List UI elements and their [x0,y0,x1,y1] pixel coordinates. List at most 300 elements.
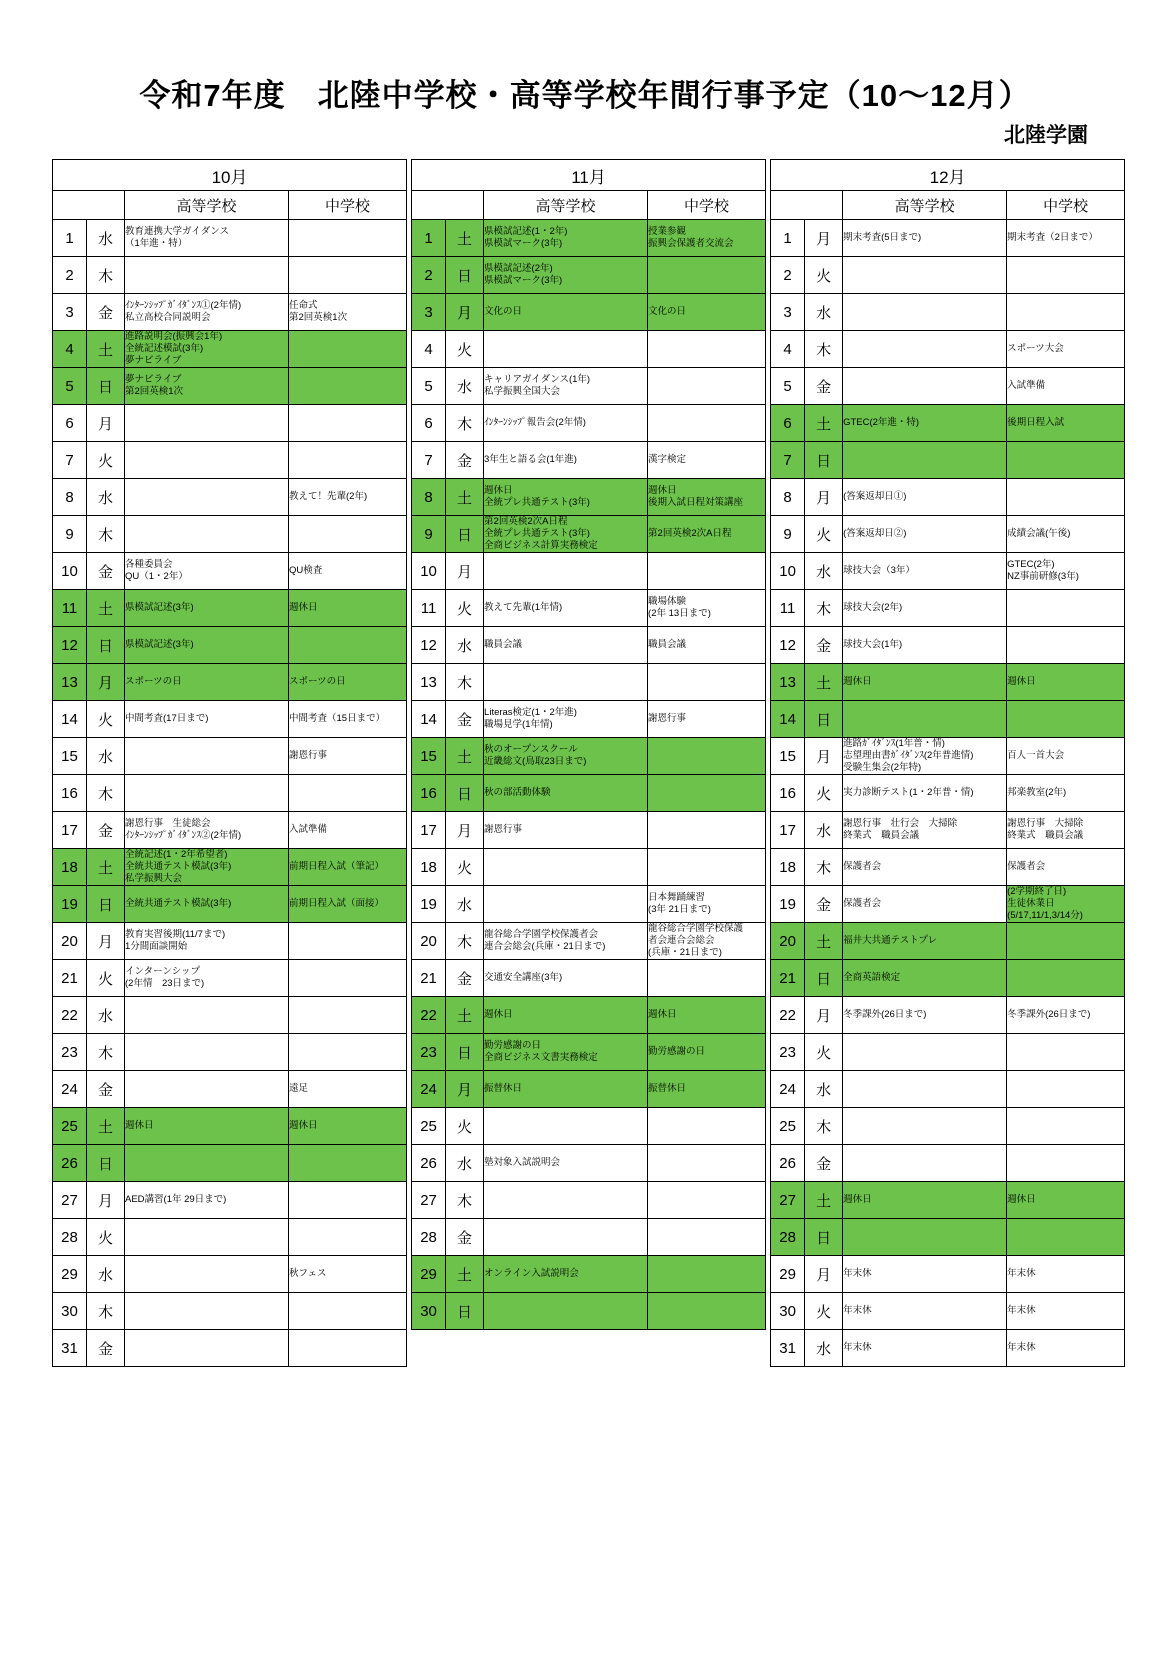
event-text: 謝恩行事 生徒総会 [125,818,211,830]
junior-high-events [1007,1145,1125,1182]
event-text: 全商英語検定 [843,972,901,984]
high-school-events [843,775,1007,812]
event-text: 週休日 [289,1120,318,1132]
day-of-week: 水 [805,812,843,849]
day-number: 15 [53,738,87,775]
event-text: 任命式 [289,300,318,312]
high-school-events [125,812,289,849]
day-number: 26 [412,1145,446,1182]
day-of-week: 火 [87,442,125,479]
event-text: 文化の日 [648,306,687,318]
event-text: 後期日程入試 [1007,417,1065,429]
day-number: 3 [53,294,87,331]
day-of-week: 火 [805,1034,843,1071]
high-school-events [843,479,1007,516]
event-text: 職員会議 [648,639,687,651]
table-row [53,886,1125,923]
event-text: 謝恩行事 [648,713,687,725]
junior-high-events [1007,257,1125,294]
event-text: 謝恩行事 [484,824,523,836]
event-text: 週休日 [648,485,677,497]
high-school-events [484,257,648,294]
junior-high-events [289,553,407,590]
event-text: スポーツ大会 [1007,343,1064,355]
junior-high-events [1007,886,1125,923]
junior-high-events [648,442,766,479]
table-row [53,849,1125,886]
day-of-week: 日 [446,775,484,812]
event-text: 邦楽教室(2年) [1007,787,1067,799]
month-header-row [53,160,1125,191]
day-of-week: 金 [446,1219,484,1256]
event-text: 職場見学(1年情) [484,719,553,730]
junior-high-events [289,775,407,812]
junior-high-events [648,368,766,405]
junior-high-events [289,1219,407,1256]
day-of-week: 月 [805,738,843,775]
event-text: 週休日 [484,1009,513,1021]
junior-high-events [289,627,407,664]
junior-high-events [289,368,407,405]
junior-high-events [289,738,407,775]
high-school-events [843,1293,1007,1330]
junior-high-header: 中学校 [1007,191,1125,220]
day-number: 23 [771,1034,805,1071]
event-text: 交通安全講座(3年) [484,972,563,984]
junior-high-events [648,923,766,960]
day-of-week: 金 [87,812,125,849]
junior-high-events [648,849,766,886]
high-school-events [843,1145,1007,1182]
event-text: 者会連合会総会 [648,935,715,947]
junior-high-events [289,590,407,627]
event-text: 勤労感謝の日 [484,1040,542,1052]
high-school-events [843,1219,1007,1256]
day-number: 15 [412,738,446,775]
event-text: 連合会総会(兵庫・21日まで) [484,941,606,952]
day-number: 22 [53,997,87,1034]
high-school-events [843,553,1007,590]
high-school-events [125,1330,289,1367]
event-text: 私学振興全国大会 [484,386,561,397]
table-row [53,220,1125,257]
high-school-events [843,1034,1007,1071]
junior-high-events [648,1071,766,1108]
event-text: 年末休 [843,1305,872,1317]
junior-high-events [289,1182,407,1219]
high-school-events [125,1071,289,1108]
event-text: 前期日程入試（筆記） [289,861,385,873]
day-number: 14 [412,701,446,738]
high-school-events [843,1108,1007,1145]
high-school-events [125,886,289,923]
table-row [53,516,1125,553]
high-school-events [484,849,648,886]
day-of-week: 木 [87,1293,125,1330]
event-text: 第2回英検2次A日程 [484,516,568,528]
high-school-events [125,775,289,812]
event-text: 私学振興大会 [125,872,183,884]
day-number: 8 [53,479,87,516]
day-of-week: 月 [805,220,843,257]
day-number: 19 [771,886,805,923]
event-text: 県模試記述(2年) [484,263,553,275]
junior-high-events [1007,1256,1125,1293]
event-text: 中間考査(17日まで) [125,713,209,725]
day-number: 18 [412,849,446,886]
day-number: 20 [771,923,805,960]
event-text: 福井大共通テストプレ [843,935,938,947]
day-of-week: 月 [87,405,125,442]
day-number: 22 [412,997,446,1034]
date-column-header [53,191,125,220]
day-of-week: 日 [446,1293,484,1330]
day-of-week: 水 [805,294,843,331]
day-of-week: 土 [446,738,484,775]
event-text: 振替休日 [484,1083,523,1095]
high-school-events [843,257,1007,294]
junior-high-events [648,479,766,516]
day-number: 4 [412,331,446,368]
event-text: (2学期終了日) [1007,886,1067,898]
event-text: 県模試マーク(3年) [484,275,563,286]
junior-high-events [648,590,766,627]
junior-high-events [289,960,407,997]
event-text: 全統共通テスト模試(3年) [125,861,232,873]
event-text: 生徒休業日 [1007,898,1055,910]
high-school-events [125,1182,289,1219]
event-text: 成績会議(午後) [1007,528,1071,540]
table-row [53,701,1125,738]
event-text: 週休日 [289,602,318,614]
event-text: 教育実習後期(11/7まで) [125,929,226,941]
junior-high-events [289,1330,407,1367]
event-text: 秋のオープンスクール [484,744,578,756]
day-number: 28 [53,1219,87,1256]
day-of-week: 日 [87,1145,125,1182]
junior-high-events [1007,849,1125,886]
high-school-events [484,812,648,849]
day-of-week: 月 [446,553,484,590]
table-row [53,442,1125,479]
high-school-events [843,294,1007,331]
junior-high-events [1007,1182,1125,1219]
day-number: 3 [412,294,446,331]
day-of-week: 日 [87,368,125,405]
high-school-events [125,1293,289,1330]
high-school-events [484,997,648,1034]
junior-high-events [1007,738,1125,775]
day-number: 17 [53,812,87,849]
event-text: 職員会議 [484,639,523,651]
event-text: 週休日 [648,1009,677,1021]
high-school-events [843,516,1007,553]
event-text: 冬季課外(26日まで) [843,1009,927,1021]
day-number: 5 [412,368,446,405]
date-column-header [771,191,843,220]
day-number: 18 [53,849,87,886]
event-text: 週休日 [1007,1194,1036,1206]
event-text: 球技大会（3年） [843,565,915,577]
day-of-week: 火 [805,257,843,294]
table-row [53,1182,1125,1219]
table-row [53,405,1125,442]
day-of-week: 日 [805,1219,843,1256]
junior-high-events [289,1034,407,1071]
day-number: 10 [412,553,446,590]
event-text: 週休日 [843,1194,872,1206]
junior-high-events [289,1071,407,1108]
high-school-events [125,442,289,479]
junior-high-events [289,516,407,553]
day-number: 3 [771,294,805,331]
day-number: 25 [412,1108,446,1145]
event-text: 第2回英検1次 [289,312,348,323]
day-number: 19 [53,886,87,923]
high-school-events [484,923,648,960]
high-school-events [125,664,289,701]
event-text: Literas検定(1・2年進) [484,707,577,719]
junior-high-events [1007,775,1125,812]
table-row [53,664,1125,701]
day-of-week: 月 [87,923,125,960]
event-text: ｲﾝﾀｰﾝｼｯﾌﾟ報告会(2年情) [484,417,586,429]
table-row [53,331,1125,368]
day-of-week: 日 [805,701,843,738]
high-school-events [125,1108,289,1145]
day-of-week: 月 [446,812,484,849]
junior-high-events [648,1108,766,1145]
day-number: 24 [412,1071,446,1108]
day-number: 17 [412,812,446,849]
event-text: 前期日程入試（面接） [289,898,385,910]
table-row [53,257,1125,294]
table-row [53,553,1125,590]
table-row [53,1071,1125,1108]
day-number: 6 [412,405,446,442]
day-of-week: 土 [805,405,843,442]
event-text: 進路ｶﾞｲﾀﾞﾝｽ(1年普・情) [843,738,945,750]
junior-high-events [1007,1219,1125,1256]
junior-high-events [289,1145,407,1182]
junior-high-events [289,812,407,849]
table-row [53,997,1125,1034]
day-number: 21 [412,960,446,997]
junior-high-events [648,812,766,849]
day-of-week: 水 [87,220,125,257]
day-number: 25 [53,1108,87,1145]
junior-high-events [289,257,407,294]
day-number: 2 [53,257,87,294]
day-number: 14 [771,701,805,738]
event-text: ｲﾝﾀｰﾝｼｯﾌﾟｶﾞｲﾀﾞﾝｽ②(2年情) [125,830,242,841]
junior-high-events [648,331,766,368]
day-number: 13 [412,664,446,701]
event-text: 実力診断テスト(1・2年普・情) [843,787,974,799]
table-row [53,775,1125,812]
day-number: 26 [771,1145,805,1182]
high-school-events [484,331,648,368]
day-of-week: 火 [446,590,484,627]
event-text: 3年生と語る会(1年進) [484,454,577,466]
day-of-week: 土 [446,479,484,516]
junior-high-events [1007,664,1125,701]
high-school-events [843,701,1007,738]
day-of-week: 水 [446,886,484,923]
day-number: 29 [412,1256,446,1293]
event-text: GTEC(2年) [1007,559,1055,571]
event-text: 中間考査（15日まで） [289,713,386,725]
junior-high-events [289,294,407,331]
event-text: (2年 13日まで) [648,608,711,619]
day-of-week: 日 [805,442,843,479]
day-of-week: 木 [87,1034,125,1071]
day-of-week: 月 [805,479,843,516]
junior-high-events [648,1145,766,1182]
day-number: 12 [412,627,446,664]
high-school-events [484,886,648,923]
junior-high-events [289,405,407,442]
high-school-events [125,849,289,886]
junior-high-events [648,775,766,812]
table-row [53,590,1125,627]
table-row [53,1219,1125,1256]
junior-high-events [648,886,766,923]
day-number: 29 [53,1256,87,1293]
day-of-week: 水 [87,479,125,516]
high-school-events [125,368,289,405]
junior-high-events [648,627,766,664]
day-of-week: 月 [87,664,125,701]
event-text: 夢ナビライブ [125,354,182,366]
month-title-12: 12月 [771,160,1125,191]
event-text: （1年進・特） [125,238,188,249]
high-school-events [843,923,1007,960]
event-text: 後期入試日程対策講座 [648,497,744,508]
day-of-week: 月 [446,294,484,331]
junior-high-events [648,701,766,738]
day-of-week: 土 [87,849,125,886]
junior-high-events [648,294,766,331]
day-number: 2 [412,257,446,294]
event-text: (2年情 23日まで) [125,978,205,989]
high-school-header: 高等学校 [843,191,1007,220]
event-text: 振興会保護者交流会 [648,238,734,249]
high-school-events [125,516,289,553]
day-number: 13 [771,664,805,701]
junior-high-events [289,923,407,960]
high-school-events [843,1256,1007,1293]
junior-high-events [648,1182,766,1219]
day-of-week: 水 [87,997,125,1034]
event-text: (兵庫・21日まで) [648,946,722,958]
day-of-week: 金 [805,627,843,664]
event-text: 職場体験 [648,596,687,608]
high-school-events [125,405,289,442]
day-of-week: 金 [446,960,484,997]
high-school-events [484,1256,648,1293]
event-text: オンライン入試説明会 [484,1268,579,1280]
high-school-events [843,738,1007,775]
junior-high-events [648,738,766,775]
high-school-events [484,220,648,257]
event-text: 第2回英検2次A日程 [648,528,732,540]
junior-high-events [289,886,407,923]
event-text: 全統記述模試(3年) [125,343,204,355]
day-number: 27 [53,1182,87,1219]
event-text: 振替休日 [648,1083,687,1095]
day-number: 7 [771,442,805,479]
day-of-week: 土 [87,331,125,368]
day-number: 20 [412,923,446,960]
event-text: キャリアガイダンス(1年) [484,374,591,386]
event-text: 週休日 [1007,676,1036,688]
day-number: 28 [771,1219,805,1256]
day-number: 31 [53,1330,87,1367]
day-of-week: 水 [446,1145,484,1182]
junior-high-events [289,997,407,1034]
high-school-events [125,220,289,257]
table-row [53,479,1125,516]
event-text: 県模試記述(1・2年) [484,226,568,238]
event-text: 秋フェス [289,1268,327,1280]
day-number: 7 [53,442,87,479]
day-of-week: 日 [87,627,125,664]
day-number: 15 [771,738,805,775]
event-text: 百人一首大会 [1007,750,1065,762]
day-number: 24 [771,1071,805,1108]
day-of-week: 水 [446,368,484,405]
junior-high-events [289,479,407,516]
event-text: 年末休 [843,1342,872,1354]
high-school-events [125,1256,289,1293]
table-row [53,812,1125,849]
event-text: 終業式 職員会議 [843,830,920,841]
high-school-events [484,479,648,516]
junior-high-events [648,257,766,294]
day-of-week: 日 [446,516,484,553]
table-row [53,1256,1125,1293]
high-school-events [484,553,648,590]
day-of-week: 土 [805,923,843,960]
day-number: 23 [53,1034,87,1071]
day-number: 24 [53,1071,87,1108]
event-text: 保護者会 [843,861,882,873]
day-of-week: 月 [446,1071,484,1108]
event-text: NZ事前研修(3年) [1007,571,1079,582]
junior-high-events [648,960,766,997]
junior-high-events [1007,331,1125,368]
high-school-events [125,257,289,294]
table-row [53,923,1125,960]
junior-high-events [648,1219,766,1256]
event-text: 受験生集会(2年特) [843,761,922,773]
day-number: 19 [412,886,446,923]
day-of-week: 土 [805,1182,843,1219]
junior-high-events [1007,1330,1125,1367]
high-school-events [484,1182,648,1219]
event-text: 龍谷総合学園学校保護 [648,923,744,935]
event-text: (答案返却日①) [843,491,907,503]
event-text: ｲﾝﾀｰﾝｼｯﾌﾟｶﾞｲﾀﾞﾝｽ①(2年情) [125,300,242,312]
organization-name: 北陸学園 [1004,124,1088,147]
day-number: 12 [771,627,805,664]
day-number: 16 [412,775,446,812]
table-row [53,960,1125,997]
event-text: 入試準備 [289,824,328,836]
junior-high-events [1007,812,1125,849]
event-text: AED講習(1年 29日まで) [125,1194,227,1206]
